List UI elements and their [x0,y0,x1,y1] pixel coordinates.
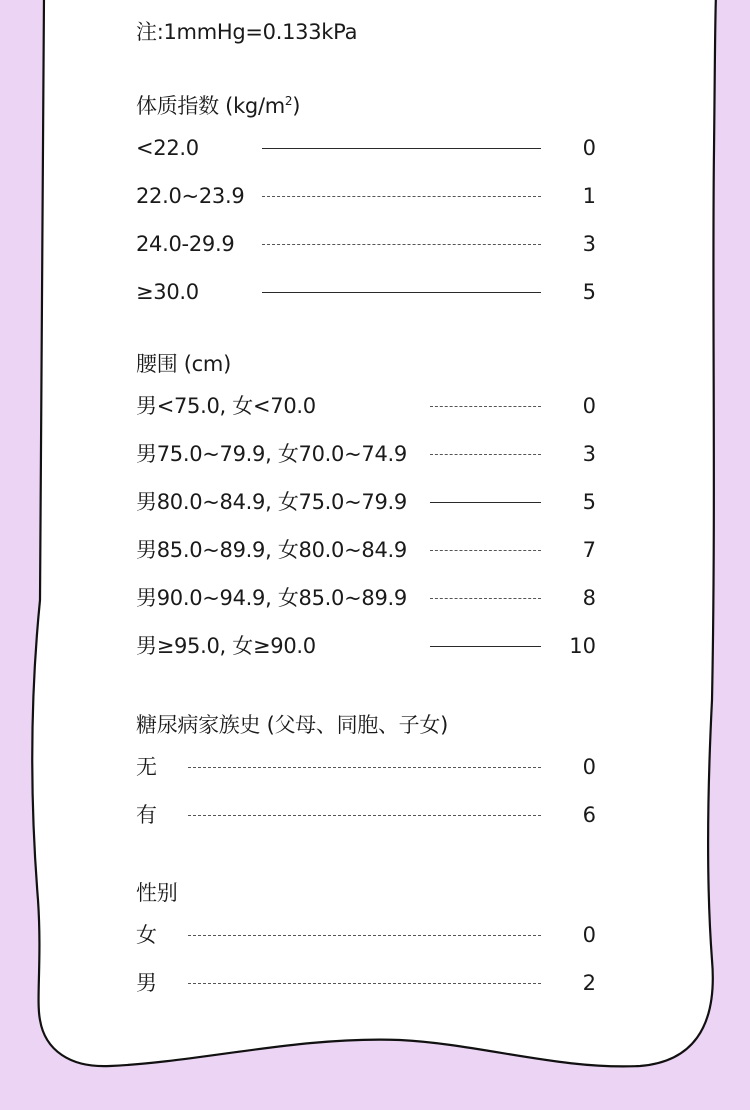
waist-score: 10 [569,634,596,658]
bmi-section-title: 体质指数 $(kg/m^2)$ [136,94,301,118]
unit-note: 注:1mmHg=0.133kPa [136,20,358,44]
bmi-row [136,183,596,209]
waist-range-label: 男≥95.0, 女≥90.0 [136,634,316,658]
leader-line [188,767,541,768]
sex-score: 0 [582,923,596,947]
sex-label: 男 [136,971,157,995]
leader-line [262,292,541,293]
bmi-row [136,279,596,305]
leader-line [430,406,541,407]
waist-range-label: 男85.0~89.9, 女80.0~84.9 [136,538,407,562]
leader-line [188,983,541,984]
waist-row [136,585,596,611]
waist-score: 5 [582,490,596,514]
sex-row [136,970,596,996]
waist-row [136,393,596,419]
leader-line [262,148,541,149]
waist-range-label: 男80.0~84.9, 女75.0~79.9 [136,490,407,514]
bmi-range-label: <22.0 [136,136,199,160]
waist-section-title: 腰围 (cm) [136,352,231,376]
waist-score: 0 [582,394,596,418]
waist-score: 7 [582,538,596,562]
sex-score: 2 [582,971,596,995]
family-history-score: 0 [582,755,596,779]
bmi-range-label: 22.0~23.9 [136,184,245,208]
leader-line [188,815,541,816]
waist-range-label: 男<75.0, 女<70.0 [136,394,316,418]
bmi-row [136,231,596,257]
leader-line [262,196,541,197]
leader-line [430,454,541,455]
family-history-label: 有 [136,803,157,827]
family-history-row [136,754,596,780]
waist-row [136,441,596,467]
leader-line [430,646,541,647]
waist-row [136,489,596,515]
bmi-score: 5 [582,280,596,304]
leader-line [188,935,541,936]
waist-range-label: 男90.0~94.9, 女85.0~89.9 [136,586,407,610]
waist-row [136,537,596,563]
leader-line [430,598,541,599]
family-history-row [136,802,596,828]
leader-line [262,244,541,245]
family-history-section-title: 糖尿病家族史 (父母、同胞、子女) [136,713,448,737]
sex-section-title: 性别 [136,881,178,905]
bmi-score: 1 [582,184,596,208]
sex-label: 女 [136,923,157,947]
bmi-score: 3 [582,232,596,256]
waist-score: 8 [582,586,596,610]
leader-line [430,502,541,503]
bmi-row [136,135,596,161]
waist-score: 3 [582,442,596,466]
family-history-score: 6 [582,803,596,827]
waist-row [136,633,596,659]
leader-line [430,550,541,551]
bmi-score: 0 [582,136,596,160]
sex-row [136,922,596,948]
family-history-label: 无 [136,755,157,779]
waist-range-label: 男75.0~79.9, 女70.0~74.9 [136,442,407,466]
bmi-range-label: ≥30.0 [136,280,199,304]
bmi-range-label: 24.0-29.9 [136,232,235,256]
